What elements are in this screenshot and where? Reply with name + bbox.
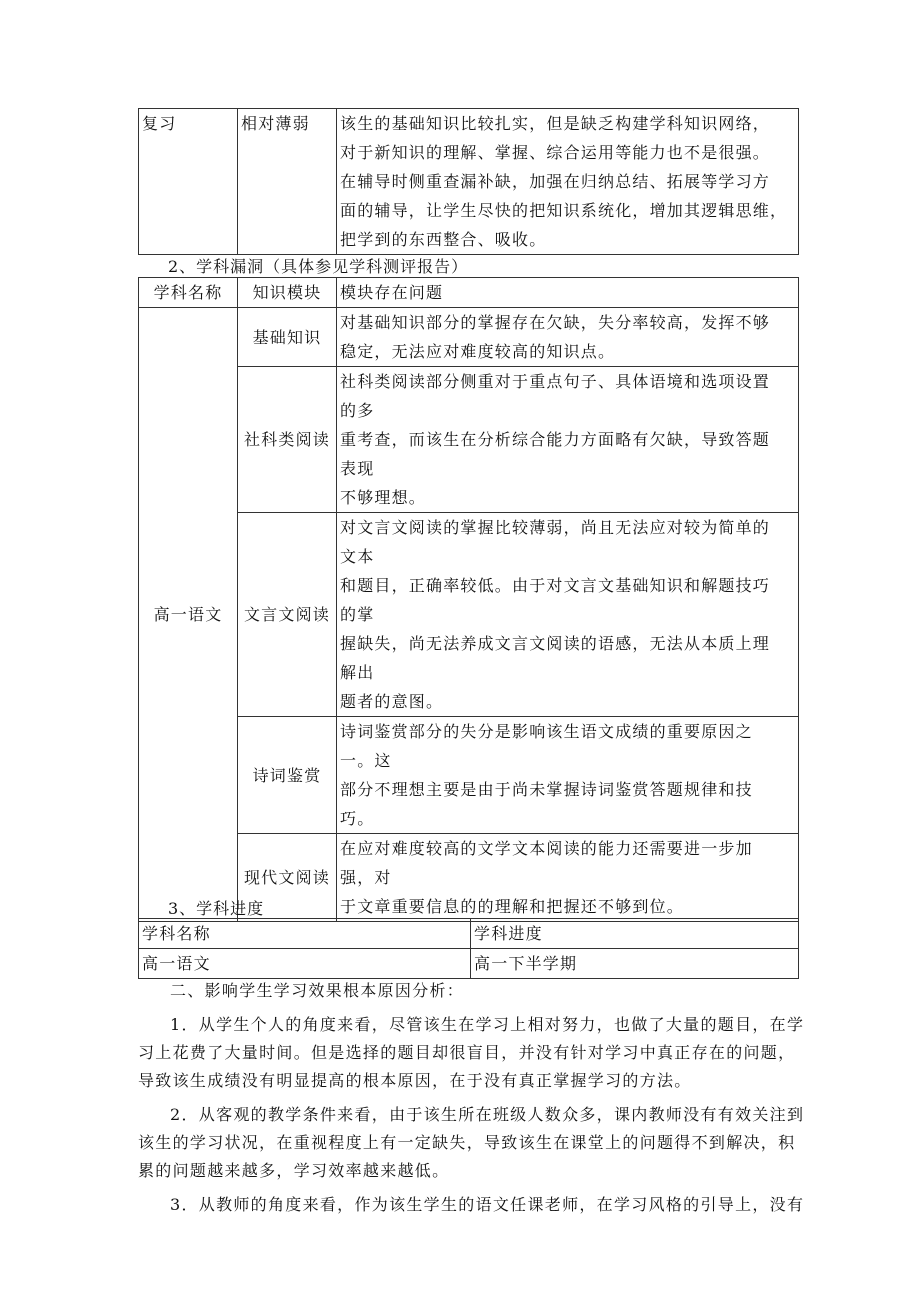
- paragraph-2: [138, 1101, 805, 1185]
- table-row: [139, 308, 799, 367]
- text-line: 该生的学习状况，在重视程度上有一定缺失，导致该生在课堂上的问题得不到解决，积: [138, 1133, 796, 1152]
- text-line: 巧。: [340, 809, 375, 828]
- table-header-row: [139, 278, 799, 308]
- text-line: 部分不理想主要是由于尚未掌握诗词鉴赏答题规律和技: [340, 780, 753, 799]
- text-line: 习上花费了大量时间。但是选择的题目却很盲目，并没有针对学习中真正存在的问题，: [138, 1043, 796, 1062]
- module-cell: 现代文阅读: [238, 834, 337, 922]
- header-cell: 学科名称: [139, 919, 471, 949]
- text-line: 在应对难度较高的文学文本阅读的能力还需要进一步加: [340, 839, 753, 858]
- subject-cell: 高一语文: [139, 308, 238, 922]
- gaps-table: [138, 277, 799, 922]
- text-line: 和题目，正确率较低。由于对文言文基础知识和解题技巧: [340, 576, 771, 595]
- table-row: [139, 109, 799, 255]
- text-line: 题者的意图。: [340, 692, 444, 711]
- text-line: 1．从学生个人的角度来看，尽管该生在学习上相对努力，也做了大量的题目，在学: [170, 1015, 805, 1034]
- text-line: 不够理想。: [340, 488, 427, 507]
- subject-cell: 高一语文: [139, 949, 471, 979]
- text-line: 表现: [340, 459, 375, 478]
- table-header-row: [139, 919, 799, 949]
- table-row: [139, 513, 799, 717]
- text-line: 一。这: [340, 751, 392, 770]
- level-cell: 相对薄弱: [238, 109, 337, 255]
- text-line: 对基础知识部分的掌握存在欠缺，失分率较高，发挥不够: [340, 313, 771, 332]
- text-line: 在辅导时侧重查漏补缺，加强在归纳总结、拓展等学习方: [340, 172, 771, 191]
- text-line: 的多: [340, 401, 375, 420]
- text-line: 累的问题越来越多，学习效率越来越低。: [138, 1161, 450, 1180]
- text-line: 把学到的东西整合、吸收。: [340, 230, 547, 249]
- header-cell: 模块存在问题: [337, 278, 799, 308]
- text-line: 该生的基础知识比较扎实，但是缺乏构建学科知识网络，: [340, 114, 771, 133]
- section-title: 3、学科进度: [168, 899, 265, 918]
- text-line: 握缺失，尚无法养成文言文阅读的语感，无法从本质上理: [340, 634, 771, 653]
- table-row: [139, 949, 799, 979]
- table-row: [139, 367, 799, 513]
- module-cell: 社科类阅读: [238, 367, 337, 513]
- problem-cell: [337, 834, 799, 922]
- subject-cell: 复习: [139, 109, 238, 255]
- text-line: 解出: [340, 663, 375, 682]
- text-line: 于文章重要信息的的理解和把握还不够到位。: [340, 897, 685, 916]
- text-line: 诗词鉴赏部分的失分是影响该生语文成绩的重要原因之: [340, 722, 753, 741]
- header-cell: 学科名称: [139, 278, 238, 308]
- paragraph-1: [138, 1011, 805, 1095]
- header-cell: 知识模块: [238, 278, 337, 308]
- analysis-section: [138, 977, 805, 1219]
- progress-cell: 高一下半学期: [471, 949, 799, 979]
- review-table: [138, 108, 799, 255]
- problem-cell: [337, 513, 799, 717]
- module-cell: 诗词鉴赏: [238, 717, 337, 834]
- section-heading: 二、影响学生学习效果根本原因分析：: [170, 981, 465, 1000]
- description-cell: [337, 109, 799, 255]
- text-line: 3．从教师的角度来看，作为该生学生的语文任课老师，在学习风格的引导上，没有: [170, 1195, 805, 1214]
- text-line: 强，对: [340, 868, 392, 887]
- module-cell: 文言文阅读: [238, 513, 337, 717]
- text-line: 的掌: [340, 605, 375, 624]
- problem-cell: [337, 367, 799, 513]
- problem-cell: [337, 308, 799, 367]
- text-line: 面的辅导，让学生尽快的把知识系统化，增加其逻辑思维，: [340, 201, 788, 220]
- module-cell: 基础知识: [238, 308, 337, 367]
- text-line: 2．从客观的教学条件来看，由于该生所在班级人数众多，课内教师没有有效关注到: [170, 1105, 805, 1124]
- text-line: 文本: [340, 547, 375, 566]
- text-line: 导致该生成绩没有明显提高的根本原因，在于没有真正掌握学习的方法。: [138, 1071, 692, 1090]
- paragraph-3: [138, 1191, 805, 1219]
- section-title: 2、学科漏洞（具体参见学科测评报告）: [168, 257, 469, 276]
- text-line: 对于新知识的理解、掌握、综合运用等能力也不是很强。: [340, 143, 771, 162]
- table-row: [139, 717, 799, 834]
- text-line: 稳定，无法应对难度较高的知识点。: [340, 342, 616, 361]
- text-line: 对文言文阅读的掌握比较薄弱，尚且无法应对较为简单的: [340, 518, 771, 537]
- header-cell: 学科进度: [471, 919, 799, 949]
- text-line: 重考查，而该生在分析综合能力方面略有欠缺，导致答题: [340, 430, 771, 449]
- problem-cell: [337, 717, 799, 834]
- progress-table: [138, 918, 799, 979]
- text-line: 社科类阅读部分侧重对于重点句子、具体语境和选项设置: [340, 372, 771, 391]
